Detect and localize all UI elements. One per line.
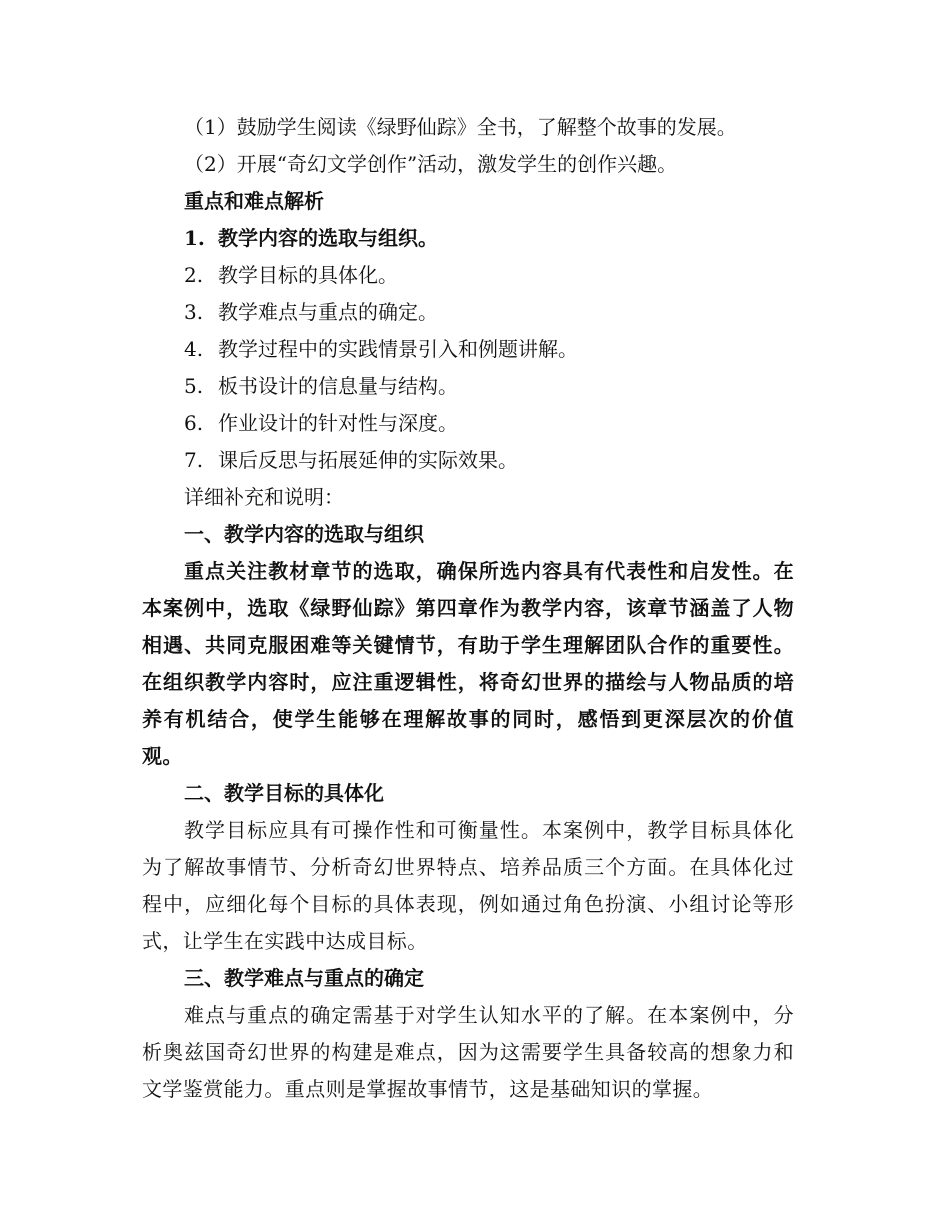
list-number: 6. xyxy=(184,411,204,435)
list-number: 3. xyxy=(184,300,204,324)
supplement-label: 详细补充和说明： xyxy=(184,485,344,509)
section-body-3: 难点与重点的确定需基于对学生认知水平的了解。在本案例中，分析奥兹国奇幻世界的构建是难点，因为这需要学生具备较高的想象力和文学鉴赏能力。重点则是掌握故事情节，这是基础知识的掌握。 xyxy=(142,1003,794,1101)
list-text: 教学难点与重点的确定。 xyxy=(218,300,438,324)
list-text: 板书设计的信息量与结构。 xyxy=(218,374,458,398)
list-number: 4. xyxy=(184,337,204,361)
list-text: 教学目标的具体化。 xyxy=(218,263,398,287)
section-heading-2: 二、教学目标的具体化 xyxy=(184,781,384,805)
list-number: 5. xyxy=(184,374,204,398)
list-number: 7. xyxy=(184,448,204,472)
section-heading-1: 一、教学内容的选取与组织 xyxy=(184,522,424,546)
list-item-2 xyxy=(142,257,794,294)
list-item-3 xyxy=(142,294,794,331)
list-text: 课后反思与拓展延伸的实际效果。 xyxy=(218,448,518,472)
list-text: 教学内容的选取与组织。 xyxy=(218,226,438,250)
list-number: 2. xyxy=(184,263,204,287)
list-item-6 xyxy=(142,405,794,442)
document-content xyxy=(142,109,794,1108)
list-number: 1. xyxy=(184,226,205,250)
section-body-1: 重点关注教材章节的选取，确保所选内容具有代表性和启发性。在本案例中，选取《绿野仙踪》第四章作为教学内容，该章节涵盖了人物相遇、共同克服困难等关键情节，有助于学生理解团队合作的重要性。在组织教学内容时，应注重逻辑性，将奇幻世界的描绘与人物品质的培养有机结合，使学生能够在理解故事的同时，感悟到更深层次的价值观。 xyxy=(142,559,794,768)
section-body-2: 教学目标应具有可操作性和可衡量性。本案例中，教学目标具体化为了解故事情节、分析奇幻世界特点、培养品质三个方面。在具体化过程中，应细化每个目标的具体表现，例如通过角色扮演、小组讨论等形式，让学生在实践中达成目标。 xyxy=(142,818,794,953)
section-heading-3: 三、教学难点与重点的确定 xyxy=(184,966,424,990)
list-item-5 xyxy=(142,368,794,405)
list-item-4 xyxy=(142,331,794,368)
section-heading-analysis: 重点和难点解析 xyxy=(184,189,324,213)
activity-line-2: （2）开展“奇幻文学创作”活动，激发学生的创作兴趣。 xyxy=(184,152,678,176)
list-item-7 xyxy=(142,442,794,479)
list-text: 教学过程中的实践情景引入和例题讲解。 xyxy=(218,337,578,361)
list-item-1 xyxy=(142,220,794,257)
activity-line-1: （1）鼓励学生阅读《绿野仙踪》全书，了解整个故事的发展。 xyxy=(184,115,737,139)
list-text: 作业设计的针对性与深度。 xyxy=(218,411,458,435)
